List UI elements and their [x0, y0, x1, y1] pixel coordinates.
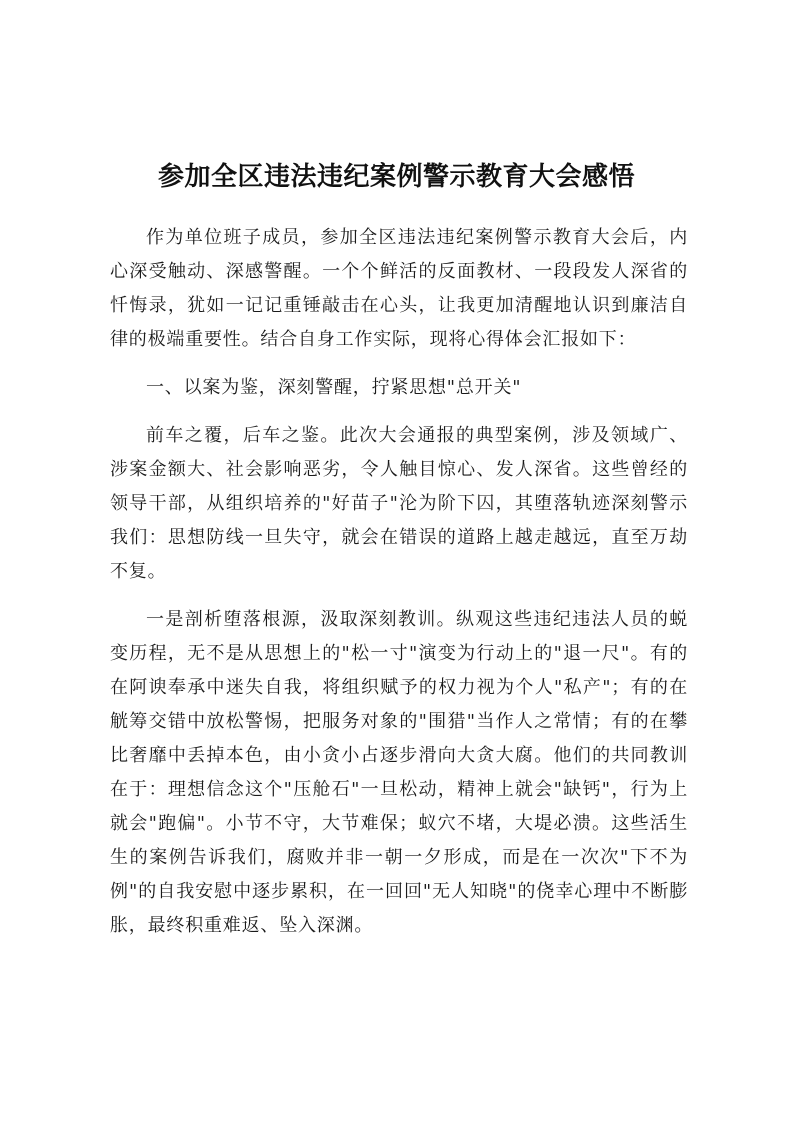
paragraph-point-1: 一是剖析堕落根源，汲取深刻教训。纵观这些违纪违法人员的蜕变历程，无不是从思想上的"松一寸"演变为行动上的"退一尺"。有的在阿谀奉承中迷失自我，将组织赋予的权力视为个人"私产"；有的在觥筹交错中放松警惕，把服务对象的"围猎"当作人之常情；有的在攀比奢靡中丢掉本色，由小贪小占逐步滑向大贪大腐。他们的共同教训在于：理想信念这个"压舱石"一旦松动，精神上就会"缺钙"，行为上就会"跑偏"。小节不守，大节难保；蚁穴不堵，大堤必溃。这些活生生的案例告诉我们，腐败并非一朝一夕形成，而是在一次次"下不为例"的自我安慰中逐步累积，在一回回"无人知晓"的侥幸心理中不断膨胀，最终积重难返、坠入深渊。	[110, 609, 688, 936]
document-title: 参加全区违法违纪案例警示教育大会感悟	[157, 162, 635, 193]
document-body	[110, 221, 688, 943]
paragraph-intro: 作为单位班子成员，参加全区违法违纪案例警示教育大会后，内心深受触动、深感警醒。一个个鲜活的反面教材、一段段发人深省的忏悔录，犹如一记记重锤敲击在心头，让我更加清醒地认识到廉洁自律的极端重要性。结合自身工作实际，现将心得体会汇报如下：	[110, 227, 688, 350]
section-heading-1: 一、以案为鉴，深刻警醒，拧紧思想"总开关"	[146, 377, 522, 398]
paragraph-section-1-lead: 前车之覆，后车之鉴。此次大会通报的典型案例，涉及领域广、涉案金额大、社会影响恶劣，令人触目惊心、发人深省。这些曾经的领导干部，从组织培养的"好苗子"沦为阶下囚，其堕落轨迹深刻警示我们：思想防线一旦失守，就会在错误的道路上越走越远，直至万劫不复。	[110, 425, 688, 582]
